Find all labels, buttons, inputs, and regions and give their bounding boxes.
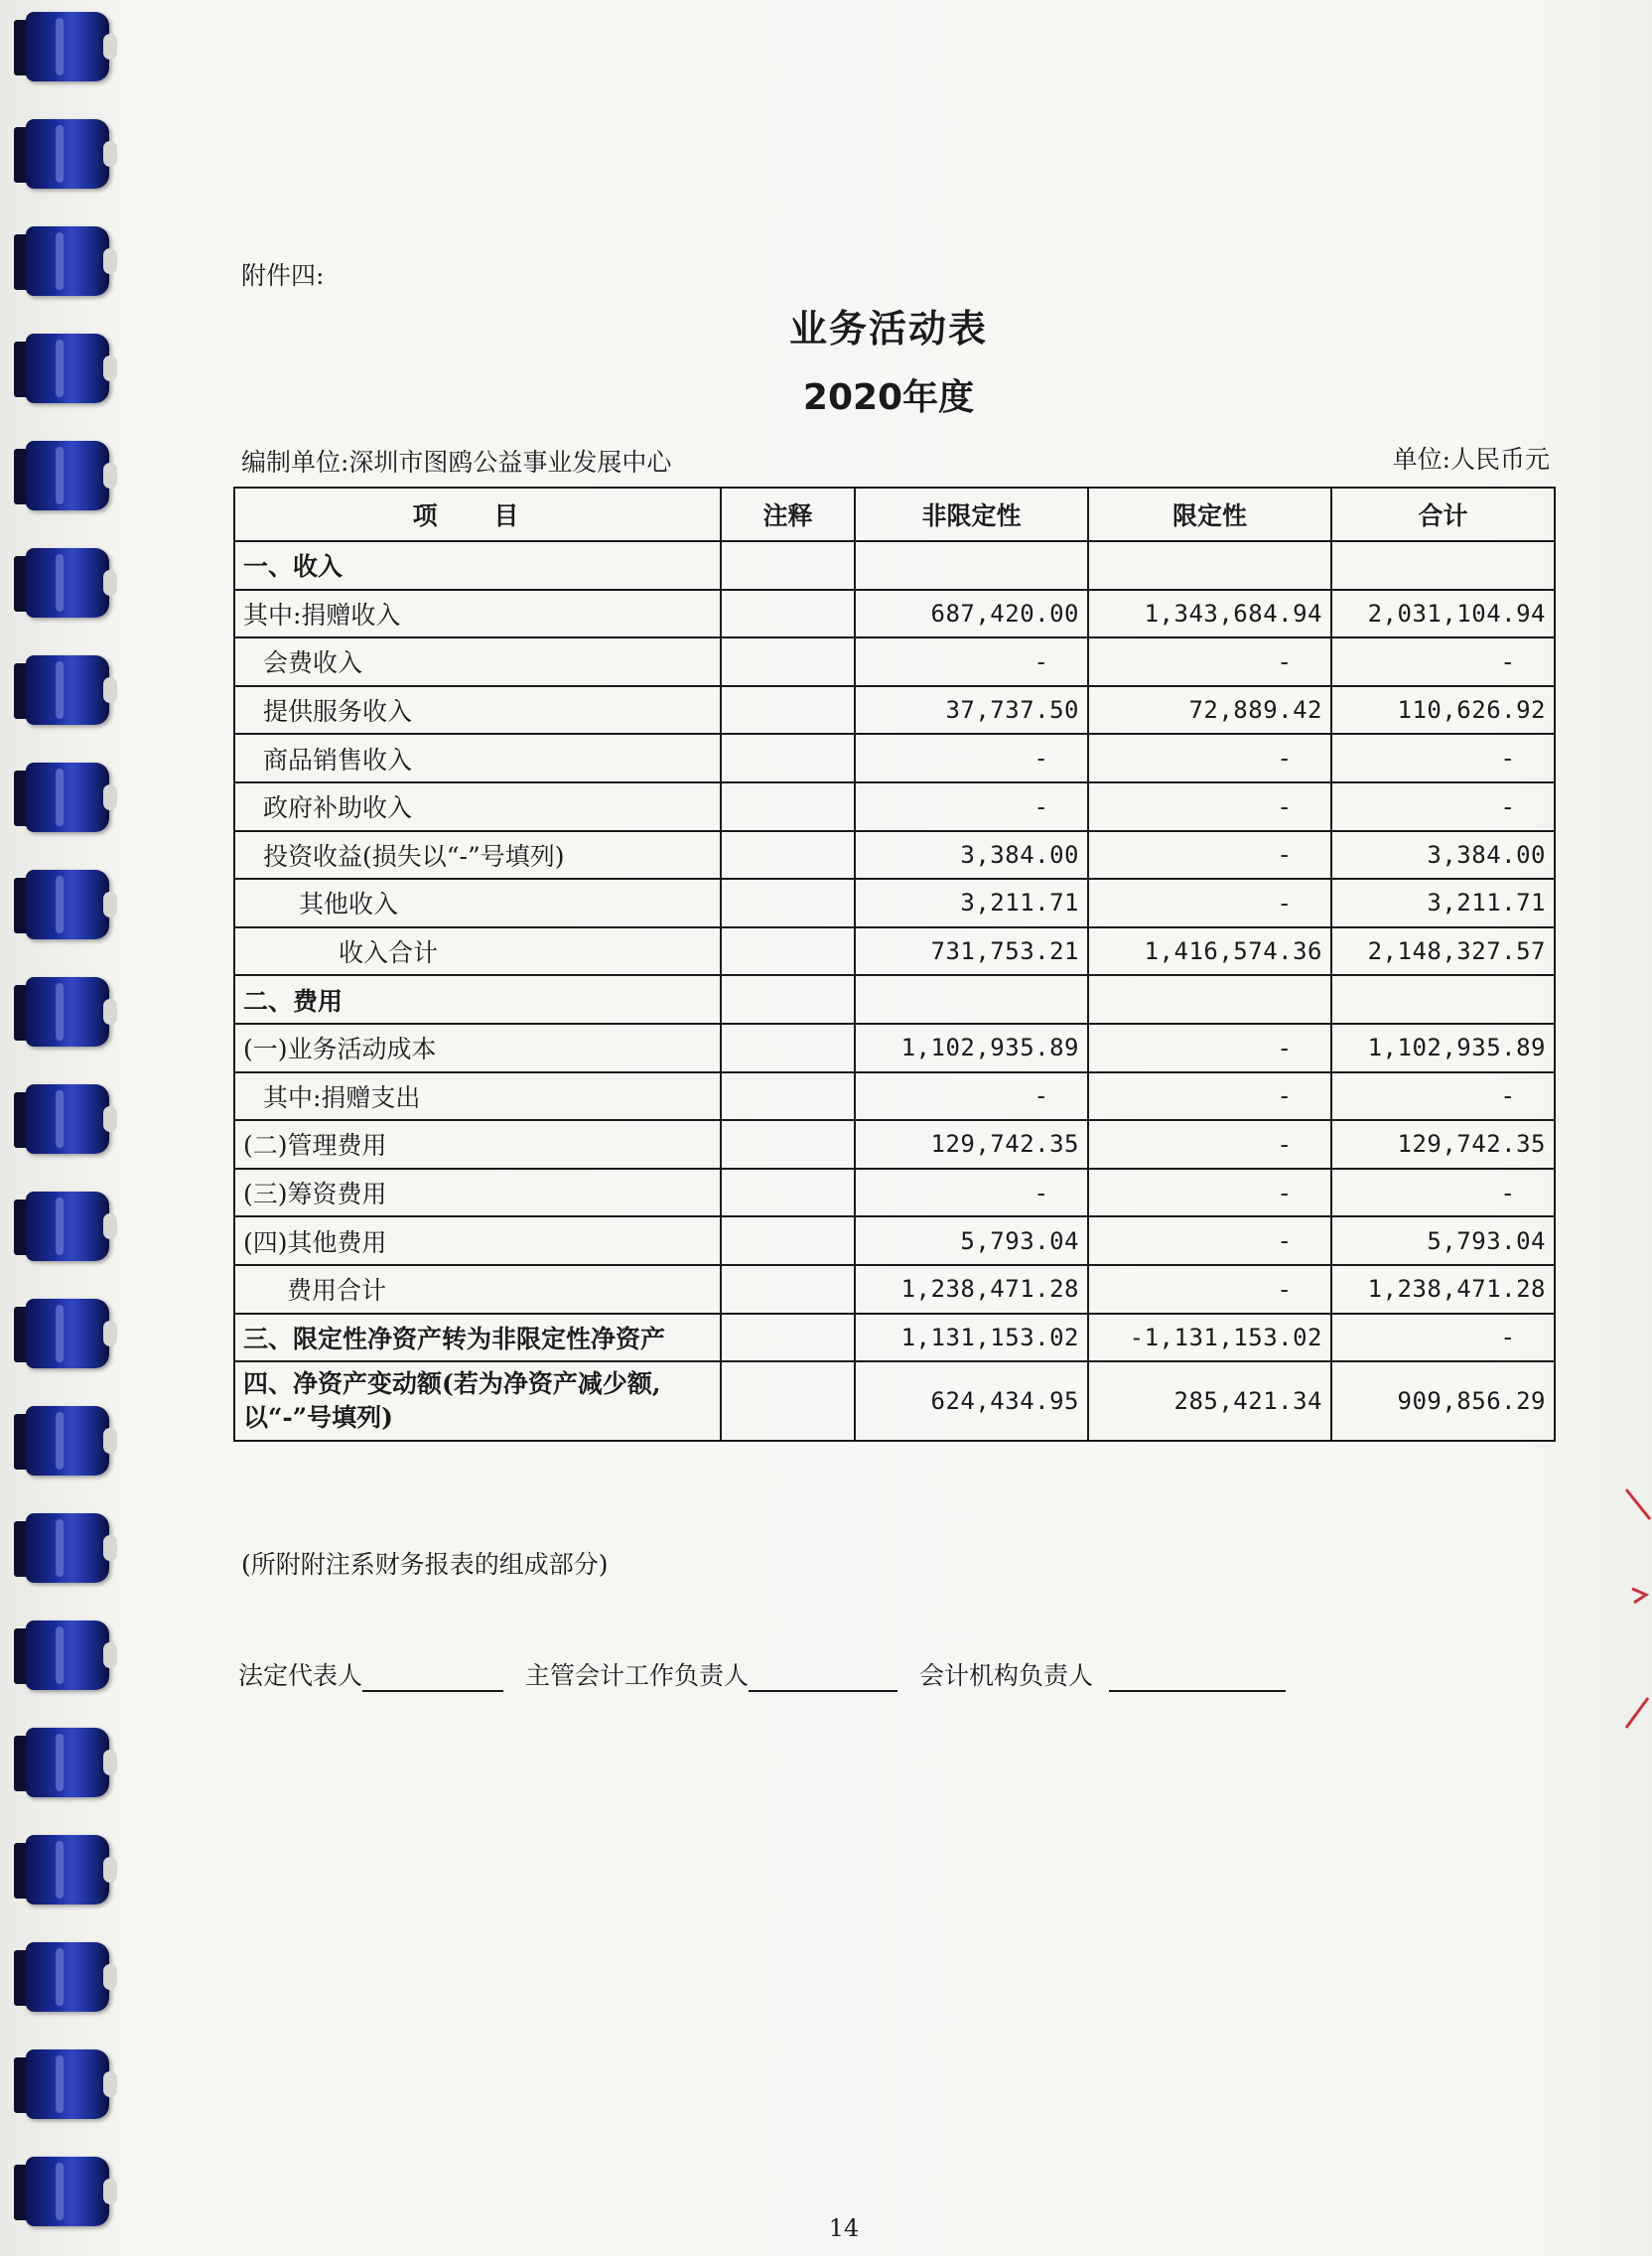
binding-coil	[14, 1728, 99, 1797]
column-header-item: 项 目	[234, 488, 721, 541]
row-unrestricted-amount: 5,793.04	[855, 1216, 1088, 1265]
binding-coil	[14, 12, 99, 81]
row-note	[721, 831, 855, 880]
binding-coil	[14, 548, 99, 618]
row-item-label: (三)筹资费用	[234, 1169, 721, 1217]
punch-hole	[103, 1106, 117, 1132]
row-restricted-amount: -	[1088, 734, 1331, 782]
binding-coil	[14, 1406, 99, 1476]
binding-coil	[14, 1621, 99, 1690]
currency-unit: 单位:人民币元	[1392, 445, 1550, 474]
row-item-label: (一)业务活动成本	[234, 1024, 721, 1072]
binding-coil	[14, 226, 99, 296]
accounting-head-signature-blank	[749, 1690, 897, 1692]
row-total-amount	[1331, 975, 1555, 1024]
row-note	[721, 782, 855, 831]
row-total-amount: 5,793.04	[1331, 1216, 1555, 1265]
row-unrestricted-amount: 37,737.50	[855, 686, 1088, 735]
punch-hole	[103, 2179, 117, 2204]
preparing-organization: 编制单位:深圳市图鸥公益事业发展中心	[241, 448, 672, 477]
column-header-unrestricted: 非限定性	[855, 488, 1088, 541]
table-row	[234, 541, 1555, 590]
row-total-amount: 129,742.35	[1331, 1120, 1555, 1169]
binding-coil	[14, 1942, 99, 2012]
row-note	[721, 1265, 855, 1314]
row-restricted-amount: -	[1088, 782, 1331, 831]
binding-coil	[14, 763, 99, 832]
row-note	[721, 927, 855, 976]
row-total-amount: 3,211.71	[1331, 879, 1555, 927]
row-unrestricted-amount: 129,742.35	[855, 1120, 1088, 1169]
punch-hole	[103, 892, 117, 917]
table-row	[234, 1072, 1555, 1121]
row-item-label: 投资收益(损失以“-”号填列)	[234, 831, 721, 880]
row-note	[721, 541, 855, 590]
column-header-total: 合计	[1331, 488, 1555, 541]
punch-hole	[103, 570, 117, 596]
column-header-restricted: 限定性	[1088, 488, 1331, 541]
row-restricted-amount: -	[1088, 1265, 1331, 1314]
punch-hole	[103, 1535, 117, 1561]
table-row	[234, 927, 1555, 976]
red-stamp-fragment	[1624, 1480, 1652, 1738]
punch-hole	[103, 141, 117, 167]
row-note	[721, 637, 855, 686]
page-number: 14	[828, 2214, 860, 2242]
row-total-amount: 1,238,471.28	[1331, 1265, 1555, 1314]
accounting-head-label: 主管会计工作负责人	[524, 1661, 749, 1690]
row-total-amount: 110,626.92	[1331, 686, 1555, 735]
row-note	[721, 1361, 855, 1441]
row-item-label: (四)其他费用	[234, 1216, 721, 1265]
row-total-amount: -	[1331, 1169, 1555, 1217]
table-header-row	[234, 488, 1555, 541]
row-total-amount: -	[1331, 782, 1555, 831]
row-restricted-amount: 72,889.42	[1088, 686, 1331, 735]
binding-coil	[14, 1513, 99, 1583]
punch-hole	[103, 1428, 117, 1454]
table-row	[234, 1361, 1555, 1441]
binding-coil	[14, 2049, 99, 2119]
binding-coil	[14, 655, 99, 725]
row-unrestricted-amount: 1,131,153.02	[855, 1314, 1088, 1362]
punch-hole	[103, 677, 117, 703]
row-restricted-amount: -	[1088, 1169, 1331, 1217]
row-unrestricted-amount	[855, 975, 1088, 1024]
row-note	[721, 1072, 855, 1121]
binding-coil	[14, 119, 99, 189]
row-restricted-amount: -	[1088, 831, 1331, 880]
row-item-label: 商品销售收入	[234, 734, 721, 782]
table-row	[234, 686, 1555, 735]
punch-hole	[103, 1857, 117, 1883]
row-restricted-amount: 1,416,574.36	[1088, 927, 1331, 976]
row-item-label: 政府补助收入	[234, 782, 721, 831]
row-note	[721, 1216, 855, 1265]
row-restricted-amount: 1,343,684.94	[1088, 590, 1331, 638]
table-row	[234, 734, 1555, 782]
row-unrestricted-amount	[855, 541, 1088, 590]
row-note	[721, 1024, 855, 1072]
legal-rep-signature-blank	[362, 1690, 503, 1692]
table-row	[234, 782, 1555, 831]
table-row	[234, 1169, 1555, 1217]
row-total-amount	[1331, 541, 1555, 590]
table-row	[234, 1216, 1555, 1265]
row-unrestricted-amount: -	[855, 1169, 1088, 1217]
row-unrestricted-amount: 3,384.00	[855, 831, 1088, 880]
binding-coil	[14, 1084, 99, 1154]
table-row	[234, 1314, 1555, 1362]
row-item-label: (二)管理费用	[234, 1120, 721, 1169]
punch-hole	[103, 2071, 117, 2097]
accounting-office-head-signature-blank	[1109, 1690, 1286, 1692]
row-total-amount: -	[1331, 1072, 1555, 1121]
row-unrestricted-amount: 687,420.00	[855, 590, 1088, 638]
punch-hole	[103, 1964, 117, 1990]
row-note	[721, 1169, 855, 1217]
accounting-office-head-label: 会计机构负责人	[918, 1661, 1093, 1690]
attachment-label: 附件四:	[241, 261, 325, 290]
row-unrestricted-amount: 1,102,935.89	[855, 1024, 1088, 1072]
table-row	[234, 831, 1555, 880]
punch-hole	[103, 1321, 117, 1346]
table-row	[234, 1265, 1555, 1314]
signature-line	[238, 1656, 1300, 1692]
binding-coil	[14, 441, 99, 510]
table-row	[234, 1120, 1555, 1169]
row-item-label: 其中:捐赠支出	[234, 1072, 721, 1121]
row-restricted-amount: 285,421.34	[1088, 1361, 1331, 1441]
punch-hole	[103, 34, 117, 60]
row-total-amount: 2,148,327.57	[1331, 927, 1555, 976]
row-item-label: 三、限定性净资产转为非限定性净资产	[234, 1314, 721, 1362]
row-restricted-amount: -	[1088, 879, 1331, 927]
row-unrestricted-amount: -	[855, 782, 1088, 831]
row-item-label: 会费收入	[234, 637, 721, 686]
row-item-label: 其中:捐赠收入	[234, 590, 721, 638]
table-row	[234, 590, 1555, 638]
footnote: (所附附注系财务报表的组成部分)	[241, 1550, 609, 1579]
binding-coil	[14, 1835, 99, 1904]
row-restricted-amount: -	[1088, 1072, 1331, 1121]
row-unrestricted-amount: 1,238,471.28	[855, 1265, 1088, 1314]
row-unrestricted-amount: -	[855, 1072, 1088, 1121]
table-row	[234, 975, 1555, 1024]
punch-hole	[103, 784, 117, 810]
report-period: 2020年度	[802, 377, 975, 418]
row-restricted-amount: -	[1088, 1216, 1331, 1265]
row-item-label: 费用合计	[234, 1265, 721, 1314]
row-item-label: 二、费用	[234, 975, 721, 1024]
row-note	[721, 686, 855, 735]
punch-hole	[103, 248, 117, 274]
row-unrestricted-amount: 624,434.95	[855, 1361, 1088, 1441]
row-total-amount: -	[1331, 637, 1555, 686]
table-row	[234, 637, 1555, 686]
row-note	[721, 975, 855, 1024]
row-item-label: 收入合计	[234, 927, 721, 976]
row-note	[721, 879, 855, 927]
punch-hole	[103, 999, 117, 1025]
row-total-amount: 2,031,104.94	[1331, 590, 1555, 638]
row-total-amount: -	[1331, 1314, 1555, 1362]
row-unrestricted-amount: 731,753.21	[855, 927, 1088, 976]
activity-statement-table	[233, 487, 1556, 1442]
row-restricted-amount	[1088, 975, 1331, 1024]
row-total-amount: 909,856.29	[1331, 1361, 1555, 1441]
punch-hole	[103, 1750, 117, 1775]
row-total-amount: 3,384.00	[1331, 831, 1555, 880]
row-item-label: 一、收入	[234, 541, 721, 590]
column-header-note: 注释	[721, 488, 855, 541]
row-restricted-amount	[1088, 541, 1331, 590]
row-note	[721, 1120, 855, 1169]
row-item-label: 提供服务收入	[234, 686, 721, 735]
binding-coil	[14, 1299, 99, 1368]
legal-rep-label: 法定代表人	[238, 1661, 363, 1690]
row-restricted-amount: -	[1088, 637, 1331, 686]
binding-coil	[14, 1192, 99, 1261]
binding-coil	[14, 977, 99, 1047]
row-item-label: 四、净资产变动额(若为净资产减少额,以“-”号填列)	[234, 1361, 721, 1441]
row-item-label: 其他收入	[234, 879, 721, 927]
row-restricted-amount: -	[1088, 1024, 1331, 1072]
report-title: 业务活动表	[788, 307, 988, 351]
punch-hole	[103, 463, 117, 489]
row-unrestricted-amount: -	[855, 734, 1088, 782]
table-row	[234, 1024, 1555, 1072]
table-row	[234, 879, 1555, 927]
row-unrestricted-amount: -	[855, 637, 1088, 686]
row-total-amount: -	[1331, 734, 1555, 782]
row-note	[721, 734, 855, 782]
row-unrestricted-amount: 3,211.71	[855, 879, 1088, 927]
punch-hole	[103, 1213, 117, 1239]
punch-hole	[103, 1642, 117, 1668]
row-restricted-amount: -	[1088, 1120, 1331, 1169]
binding-coil	[14, 870, 99, 939]
row-restricted-amount: -1,131,153.02	[1088, 1314, 1331, 1362]
row-total-amount: 1,102,935.89	[1331, 1024, 1555, 1072]
row-note	[721, 1314, 855, 1362]
row-note	[721, 590, 855, 638]
